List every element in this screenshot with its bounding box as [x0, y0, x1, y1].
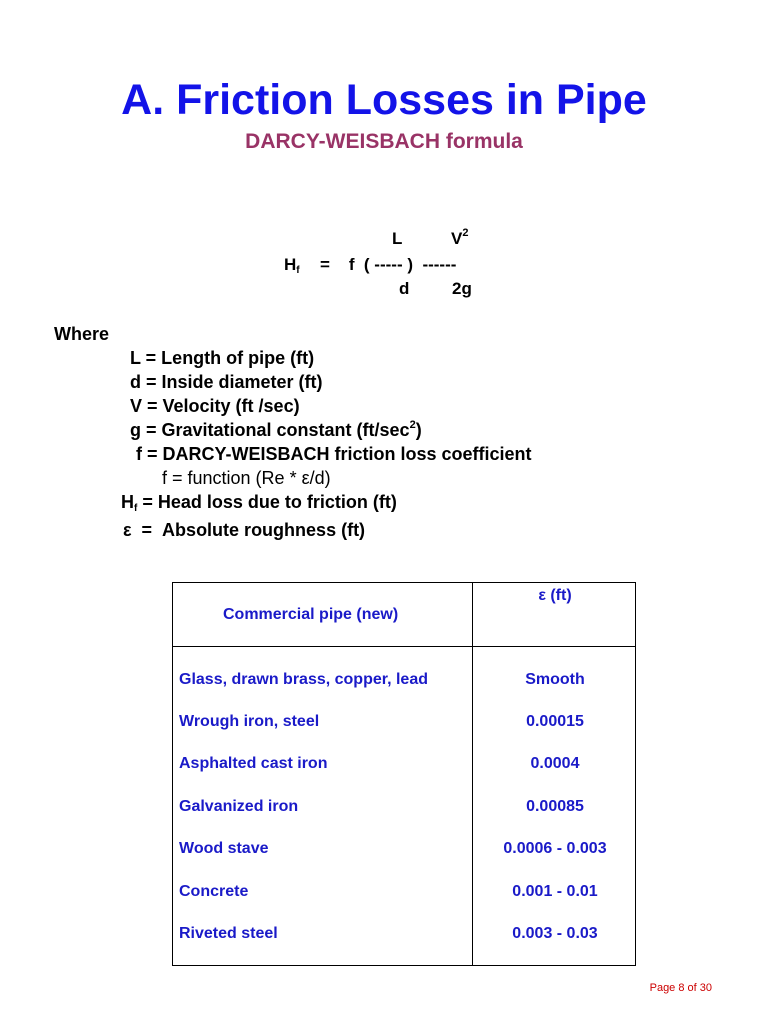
definition-gravity-text: g = Gravitational constant (ft/sec [130, 420, 410, 440]
definition-roughness: ε = Absolute roughness (ft) [123, 520, 366, 540]
definition-velocity: V = Velocity (ft /sec) [130, 396, 300, 416]
table-row-roughness: 0.00085 [526, 798, 584, 815]
table-row-roughness: 0.001 - 0.01 [512, 883, 598, 900]
table-row-pipe: Concrete [179, 883, 249, 900]
table-header-pipe: Commercial pipe (new) [223, 606, 399, 623]
roughness-table [172, 582, 636, 966]
table-row-pipe: Wood stave [179, 840, 269, 857]
table-row-pipe: Asphalted cast iron [179, 755, 328, 772]
formula-lhs [284, 255, 300, 276]
page-number: Page 8 of 30 [649, 982, 712, 994]
table-column-divider [472, 583, 473, 965]
definition-head-loss-subscript: f [134, 503, 138, 514]
table-header-divider [173, 646, 635, 647]
definition-head-loss-h: H [121, 492, 134, 512]
formula-v-exponent: 2 [462, 227, 469, 239]
formula-denominator-d: d [399, 279, 410, 298]
table-row-pipe: Riveted steel [179, 925, 278, 942]
where-label: Where [54, 324, 110, 344]
formula-v: V [451, 229, 463, 248]
formula-numerator-L: L [392, 229, 403, 248]
definition-friction-function: f = function (Re * ε/d) [162, 468, 331, 488]
definition-gravity [130, 420, 422, 441]
table-header-roughness: ε (ft) [538, 587, 572, 604]
formula-denominator-2g: 2g [452, 279, 472, 298]
table-row-roughness: 0.003 - 0.03 [512, 925, 598, 942]
table-row-pipe: Wrough iron, steel [179, 713, 320, 730]
table-row-roughness: 0.0006 - 0.003 [503, 840, 607, 857]
definition-gravity-exponent: 2 [409, 419, 416, 431]
definition-head-loss [121, 492, 397, 513]
formula-numerator-V [451, 227, 469, 248]
formula-body: = f ( ----- ) ------ [320, 255, 457, 274]
formula-h: H [284, 255, 297, 274]
formula-h-subscript: f [296, 265, 300, 276]
definition-gravity-close: ) [415, 420, 422, 440]
definition-length: L = Length of pipe (ft) [130, 348, 315, 368]
table-row-pipe: Glass, drawn brass, copper, lead [179, 671, 428, 688]
table-row-roughness: 0.00015 [526, 713, 584, 730]
definition-friction-coefficient: f = DARCY-WEISBACH friction loss coefficient [136, 444, 532, 464]
definition-head-loss-text: = Head loss due to friction (ft) [137, 492, 397, 512]
table-row-roughness: 0.0004 [530, 755, 580, 772]
definition-diameter: d = Inside diameter (ft) [130, 372, 323, 392]
table-row-pipe: Galvanized iron [179, 798, 299, 815]
page-subtitle: DARCY-WEISBACH formula [245, 130, 523, 153]
table-row-roughness: Smooth [525, 671, 585, 688]
page-title: A. Friction Losses in Pipe [121, 76, 647, 124]
